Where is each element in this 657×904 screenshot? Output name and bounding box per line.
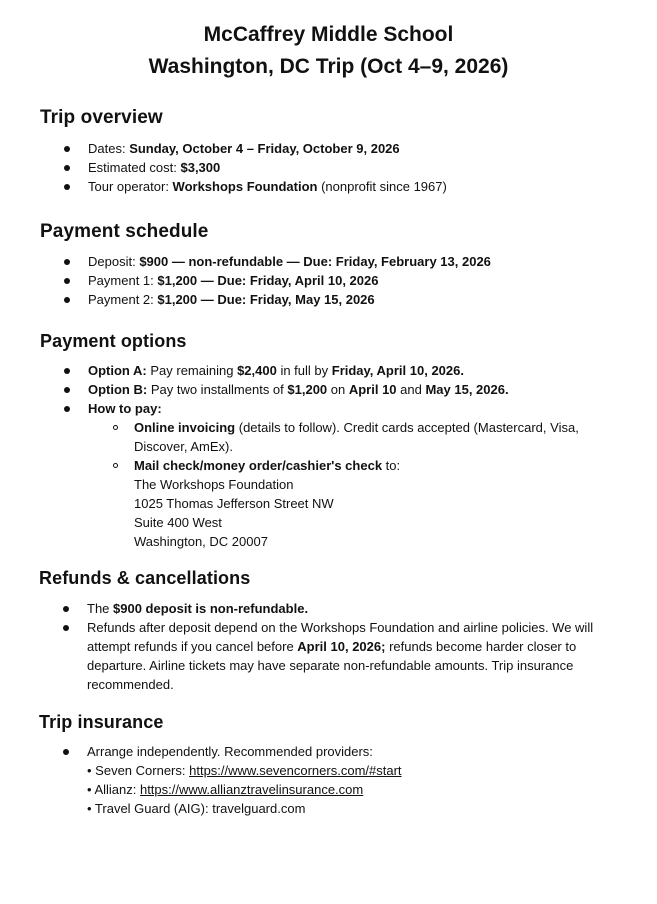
option-a-text: Pay remaining xyxy=(146,363,238,378)
operator-item xyxy=(88,178,447,196)
school-title: McCaffrey Middle School xyxy=(203,23,454,46)
option-a-amount: $2,400 xyxy=(237,363,277,378)
how-to-pay-item xyxy=(88,400,162,418)
bullet-icon xyxy=(64,184,70,190)
circle-bullet-icon xyxy=(113,463,118,468)
refund-policy-date: April 10, 2026; xyxy=(297,639,386,654)
payment2-item xyxy=(88,291,375,309)
bullet-icon xyxy=(63,625,69,631)
option-b-date2: May 15, 2026. xyxy=(425,382,509,397)
bullet-icon xyxy=(64,387,70,393)
travel-guard-text: travelguard.com xyxy=(212,801,306,816)
refund-deposit-bold: $900 deposit is non-refundable. xyxy=(113,601,309,616)
option-b-label: Option B: xyxy=(88,382,148,397)
option-b-amount: $1,200 xyxy=(287,382,328,397)
refund-policy-line4: recommended. xyxy=(87,677,174,692)
address-line: The Workshops Foundation xyxy=(134,477,294,492)
online-invoicing-text-line2: Discover, AmEx). xyxy=(134,439,233,454)
online-invoicing-item xyxy=(134,419,579,437)
option-a-text2: in full by xyxy=(276,363,332,378)
refunds-heading: Refunds & cancellations xyxy=(39,568,251,588)
insurance-intro: Arrange independently. Recommended providers: xyxy=(87,744,373,759)
address-line: Washington, DC 20007 xyxy=(134,534,268,549)
refund-deposit-item xyxy=(87,600,308,618)
mail-label: Mail check/money order/cashier's check xyxy=(134,458,383,473)
insurance-provider-allianz xyxy=(87,781,363,799)
payment1-item xyxy=(88,272,378,290)
refund-deposit-pre: The xyxy=(87,601,114,616)
operator-label: Tour operator: xyxy=(88,179,173,194)
refund-policy-line2 xyxy=(87,638,576,656)
option-b-text2: on xyxy=(327,382,349,397)
cost-value: $3,300 xyxy=(180,160,221,175)
options-heading: Payment options xyxy=(40,331,187,351)
address-line: 1025 Thomas Jefferson Street NW xyxy=(134,496,334,511)
online-invoicing-text: (details to follow). Credit cards accepted (Mastercard, Visa, xyxy=(235,420,579,435)
deposit-label: Deposit: xyxy=(88,254,140,269)
operator-note: (nonprofit since 1967) xyxy=(317,179,447,194)
bullet-icon xyxy=(63,606,69,612)
trip-title: Washington, DC Trip (Oct 4–9, 2026) xyxy=(148,55,509,78)
bullet-icon xyxy=(63,749,69,755)
seven-corners-link[interactable]: https://www.sevencorners.com/#start xyxy=(189,763,402,778)
online-invoicing-label: Online invoicing xyxy=(134,420,236,435)
cost-item xyxy=(88,159,220,177)
refund-policy-pre: attempt refunds if you cancel before xyxy=(87,639,298,654)
mail-item xyxy=(134,457,400,475)
provider-name: • Seven Corners: xyxy=(87,763,190,778)
payment1-value: $1,200 — Due: Friday, April 10, 2026 xyxy=(157,273,379,288)
how-to-pay-label: How to pay: xyxy=(88,401,162,416)
deposit-item xyxy=(88,253,491,271)
payment2-value: $1,200 — Due: Friday, May 15, 2026 xyxy=(157,292,375,307)
provider-name: • Allianz: xyxy=(87,782,140,797)
option-a-item xyxy=(88,362,464,380)
schedule-heading: Payment schedule xyxy=(40,221,209,242)
overview-heading: Trip overview xyxy=(40,107,163,128)
provider-name: • Travel Guard (AIG): xyxy=(87,801,213,816)
payment1-label: Payment 1: xyxy=(88,273,158,288)
bullet-icon xyxy=(64,165,70,171)
option-b-date1: April 10 xyxy=(348,382,397,397)
bullet-icon xyxy=(64,146,70,152)
circle-bullet-icon xyxy=(113,425,118,430)
address-line: Suite 400 West xyxy=(134,515,222,530)
insurance-provider-seven-corners xyxy=(87,762,402,780)
payment2-label: Payment 2: xyxy=(88,292,158,307)
deposit-value: $900 — non-refundable — Due: Friday, February 13, 2026 xyxy=(139,254,491,269)
option-a-date: Friday, April 10, 2026. xyxy=(331,363,464,378)
option-a-label: Option A: xyxy=(88,363,147,378)
dates-value: Sunday, October 4 – Friday, October 9, 2026 xyxy=(129,141,400,156)
bullet-icon xyxy=(64,406,70,412)
refund-policy-post: refunds become harder closer to xyxy=(385,639,577,654)
option-b-text: Pay two installments of xyxy=(147,382,288,397)
refund-policy-line1: Refunds after deposit depend on the Workshops Foundation and airline policies. We will xyxy=(87,620,594,635)
insurance-heading: Trip insurance xyxy=(39,712,164,732)
refund-policy-line3: departure. Airline tickets may have separate non-refundable amounts. Trip insurance xyxy=(87,658,574,673)
mail-text: to: xyxy=(382,458,401,473)
option-b-text3: and xyxy=(396,382,426,397)
bullet-icon xyxy=(64,278,70,284)
bullet-icon xyxy=(64,368,70,374)
option-b-item xyxy=(88,381,509,399)
dates-label: Dates: xyxy=(88,141,130,156)
insurance-provider-travel-guard xyxy=(87,800,305,818)
bullet-icon xyxy=(64,297,70,303)
bullet-icon xyxy=(64,259,70,265)
allianz-link[interactable]: https://www.allianztravelinsurance.com xyxy=(139,782,364,797)
operator-value: Workshops Foundation xyxy=(172,179,318,194)
cost-label: Estimated cost: xyxy=(88,160,181,175)
dates-item xyxy=(88,140,400,158)
